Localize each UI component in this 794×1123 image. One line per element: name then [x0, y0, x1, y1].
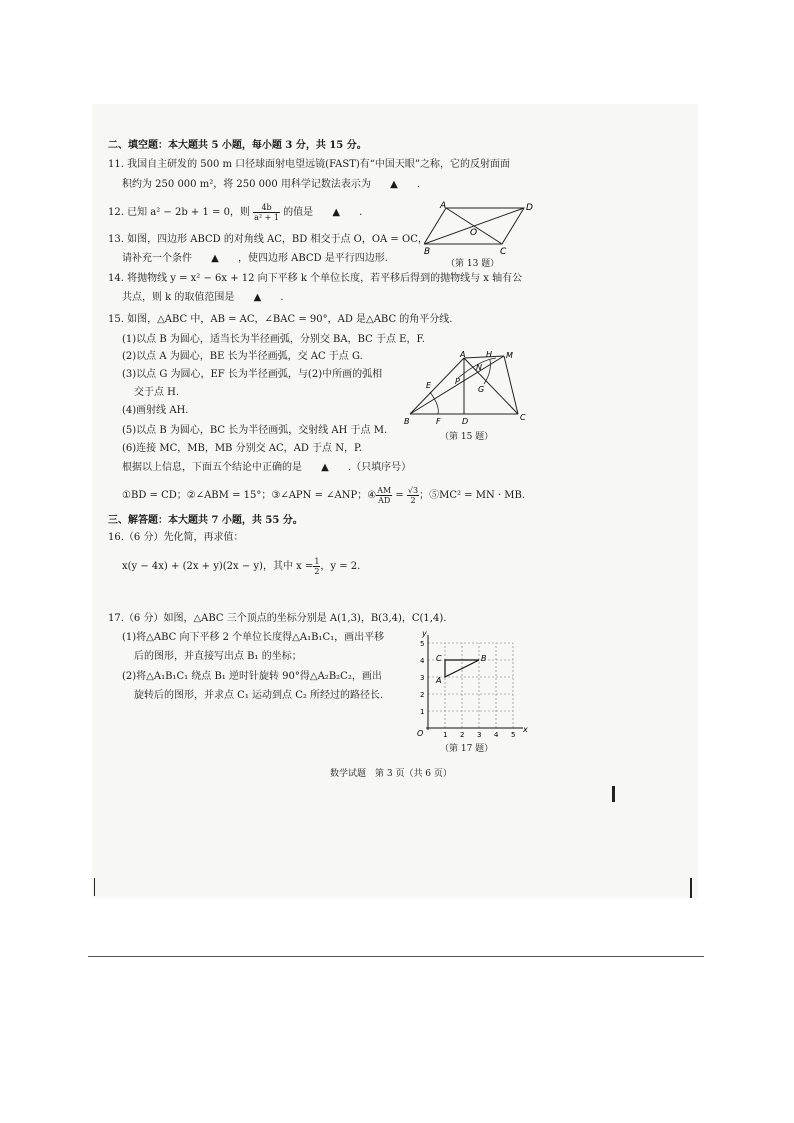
q15-step3b: 交于点 H. — [134, 387, 180, 398]
q15-frac-sqrt3-2: $\frac{√3}{2}$ — [407, 486, 419, 505]
q15-step6: (6)连接 MC，MB，MB 分别交 AC，AD 于点 N，P. — [122, 443, 362, 454]
q17-part1a: (1)将△ABC 向下平移 2 个单位长度得△A₁B₁C₁，画出平移 — [122, 632, 385, 643]
scan-edge-right — [690, 878, 692, 898]
x-tick-label: 2 — [460, 731, 465, 739]
q17-part2b: 旋转后的图形，并求点 C₁ 运动到点 C₂ 所经过的路径长. — [134, 690, 384, 701]
q16-expression: x(y − 4x) + (2x + y)(2x − y)，其中 x = $\frac{1}{2}$ ，y = 2. — [122, 557, 361, 576]
point-b-label: B — [481, 654, 487, 663]
q17-coordinate-grid — [410, 628, 534, 740]
x-tick-label: 4 — [494, 731, 499, 739]
q13-caption: （第 13 题） — [446, 259, 500, 269]
q15-step3a: (3)以点 G 为圆心，EF 长为半径画弧，与(2)中所画的弧相 — [122, 369, 383, 380]
q13-line2: 请补充一个条件 ▲ ，使四边形 ABCD 是平行四边形. — [122, 253, 388, 264]
q15-label-f: F — [436, 417, 441, 426]
origin-label: O — [417, 729, 424, 738]
q15-label-p: P — [455, 377, 460, 386]
q13-label-a: A — [440, 201, 447, 211]
point-a-label: A — [436, 676, 442, 685]
q13-label-c: C — [500, 247, 507, 256]
q11-end: . — [416, 179, 421, 190]
q12-fraction: $\frac{4b}{\text{a² + 1}}$ — [254, 203, 279, 222]
q16-line1: 16.（6 分）先化简，再求值： — [108, 532, 244, 543]
q14-line1: 14. 将抛物线 y = x² − 6x + 12 向下平移 k 个单位长度，若平移后得到的抛物线与 x 轴有公 — [108, 273, 523, 284]
q13-label-b: B — [424, 247, 431, 256]
q12-blank: ▲ — [332, 207, 341, 218]
q16-frac: $\frac{1}{2}$ — [314, 557, 320, 576]
q15-step5: (5)以点 B 为圆心，BC 长为半径画弧，交射线 AH 于点 M. — [122, 425, 388, 436]
y-tick-label: 5 — [420, 640, 425, 648]
q13-line1: 13. 如图，四边形 ABCD 的对角线 AC，BD 相交于点 O，OA = OC， — [108, 234, 428, 245]
q15-blank: ▲ — [321, 462, 329, 473]
q13-label-o: O — [470, 228, 478, 238]
point-c-label: C — [436, 654, 442, 663]
q17-part1b: 后的图形，并直接写出点 B₁ 的坐标； — [134, 651, 302, 662]
q11-text: 积约为 250 000 m²，将 250 000 用科学记数法表示为 — [122, 179, 371, 190]
x-axis-label: x — [523, 725, 528, 734]
q17-line1: 17.（6 分）如图，△ABC 三个顶点的坐标分别是 A(1,3)，B(3,4)，C(1,4). — [108, 613, 447, 624]
q15-step4: (4)画射线 AH. — [122, 405, 189, 416]
section2-title: 二、填空题：本大题共 5 小题，每小题 3 分，共 15 分。 — [108, 140, 367, 151]
q15-ask: 根据以上信息，下面五个结论中正确的是 ▲ .（只填序号） — [122, 462, 412, 473]
q15-label-e: E — [426, 381, 432, 390]
page-footer: 数学试题 第 3 页（共 6 页） — [330, 769, 452, 779]
q15-figure — [400, 348, 532, 428]
q15-label-b: B — [404, 417, 410, 426]
q13-blank: ▲ — [211, 253, 219, 264]
q11-blank: ▲ — [390, 179, 398, 190]
q15-step1: (1)以点 B 为圆心，适当长为半径画弧，分别交 BA，BC 于点 E，F. — [122, 334, 426, 345]
q15-frac-am-ad: $\frac{AM}{AD}$ — [377, 486, 392, 505]
q15-label-n: N — [476, 363, 482, 372]
y-tick-label: 1 — [420, 708, 425, 716]
q15-line1: 15. 如图，△ABC 中，AB = AC，∠BAC = 90°，AD 是△ABC 的角平分线. — [108, 314, 453, 325]
q12-suffix: 的值是 — [283, 207, 314, 218]
q15-caption: （第 15 题） — [440, 432, 494, 442]
q12 — [108, 203, 362, 222]
q13-label-d: D — [526, 203, 533, 213]
section3-title: 三、解答题：本大题共 7 小题，共 55 分。 — [108, 515, 303, 526]
q11-line1: 11. 我国自主研发的 500 m 口径球面射电望远镜(FAST)有“中国天眼”之称，它的反射面面 — [108, 159, 511, 170]
q15-label-c: C — [520, 413, 526, 422]
scan-mark — [612, 786, 615, 802]
x-tick-label: 5 — [511, 731, 516, 739]
q15-label-a: A — [460, 350, 466, 359]
q17-caption: （第 17 题） — [440, 744, 494, 754]
q11-line2 — [122, 178, 420, 191]
x-tick-label: 1 — [443, 731, 448, 739]
q12-prefix: 12. 已知 a² − 2b + 1 = 0，则 — [108, 207, 250, 218]
y-axis-label: y — [422, 629, 427, 638]
q14-blank: ▲ — [253, 292, 262, 303]
x-tick-label: 3 — [477, 731, 482, 739]
y-tick-label: 4 — [420, 657, 425, 665]
scan-edge-left — [94, 878, 95, 896]
q15-label-g: G — [478, 385, 485, 394]
y-tick-label: 2 — [420, 691, 425, 699]
q15-label-d: D — [462, 417, 469, 426]
q15-options: ①BD = CD；②∠ABM = 15°；③∠APN = ∠ANP；④ $\frac{AM}{AD}$ = $\frac{√3}{2}$ ；⑤MC² = MN · MB. — [122, 486, 526, 505]
q15-label-m: M — [506, 351, 513, 360]
q12-end: . — [359, 207, 363, 218]
q14-line2: 共点，则 k 的取值范围是 ▲ . — [122, 292, 284, 303]
q15-step2: (2)以点 A 为圆心，BE 长为半径画弧，交 AC 于点 G. — [122, 351, 363, 362]
q17-part2a: (2)将△A₁B₁C₁ 绕点 B₁ 逆时针旋转 90°得△A₂B₂C₂，画出 — [122, 671, 382, 682]
q15-label-h: H — [486, 350, 493, 359]
q13-figure — [424, 198, 536, 256]
y-tick-label: 3 — [420, 674, 425, 682]
page-divider — [88, 956, 704, 957]
